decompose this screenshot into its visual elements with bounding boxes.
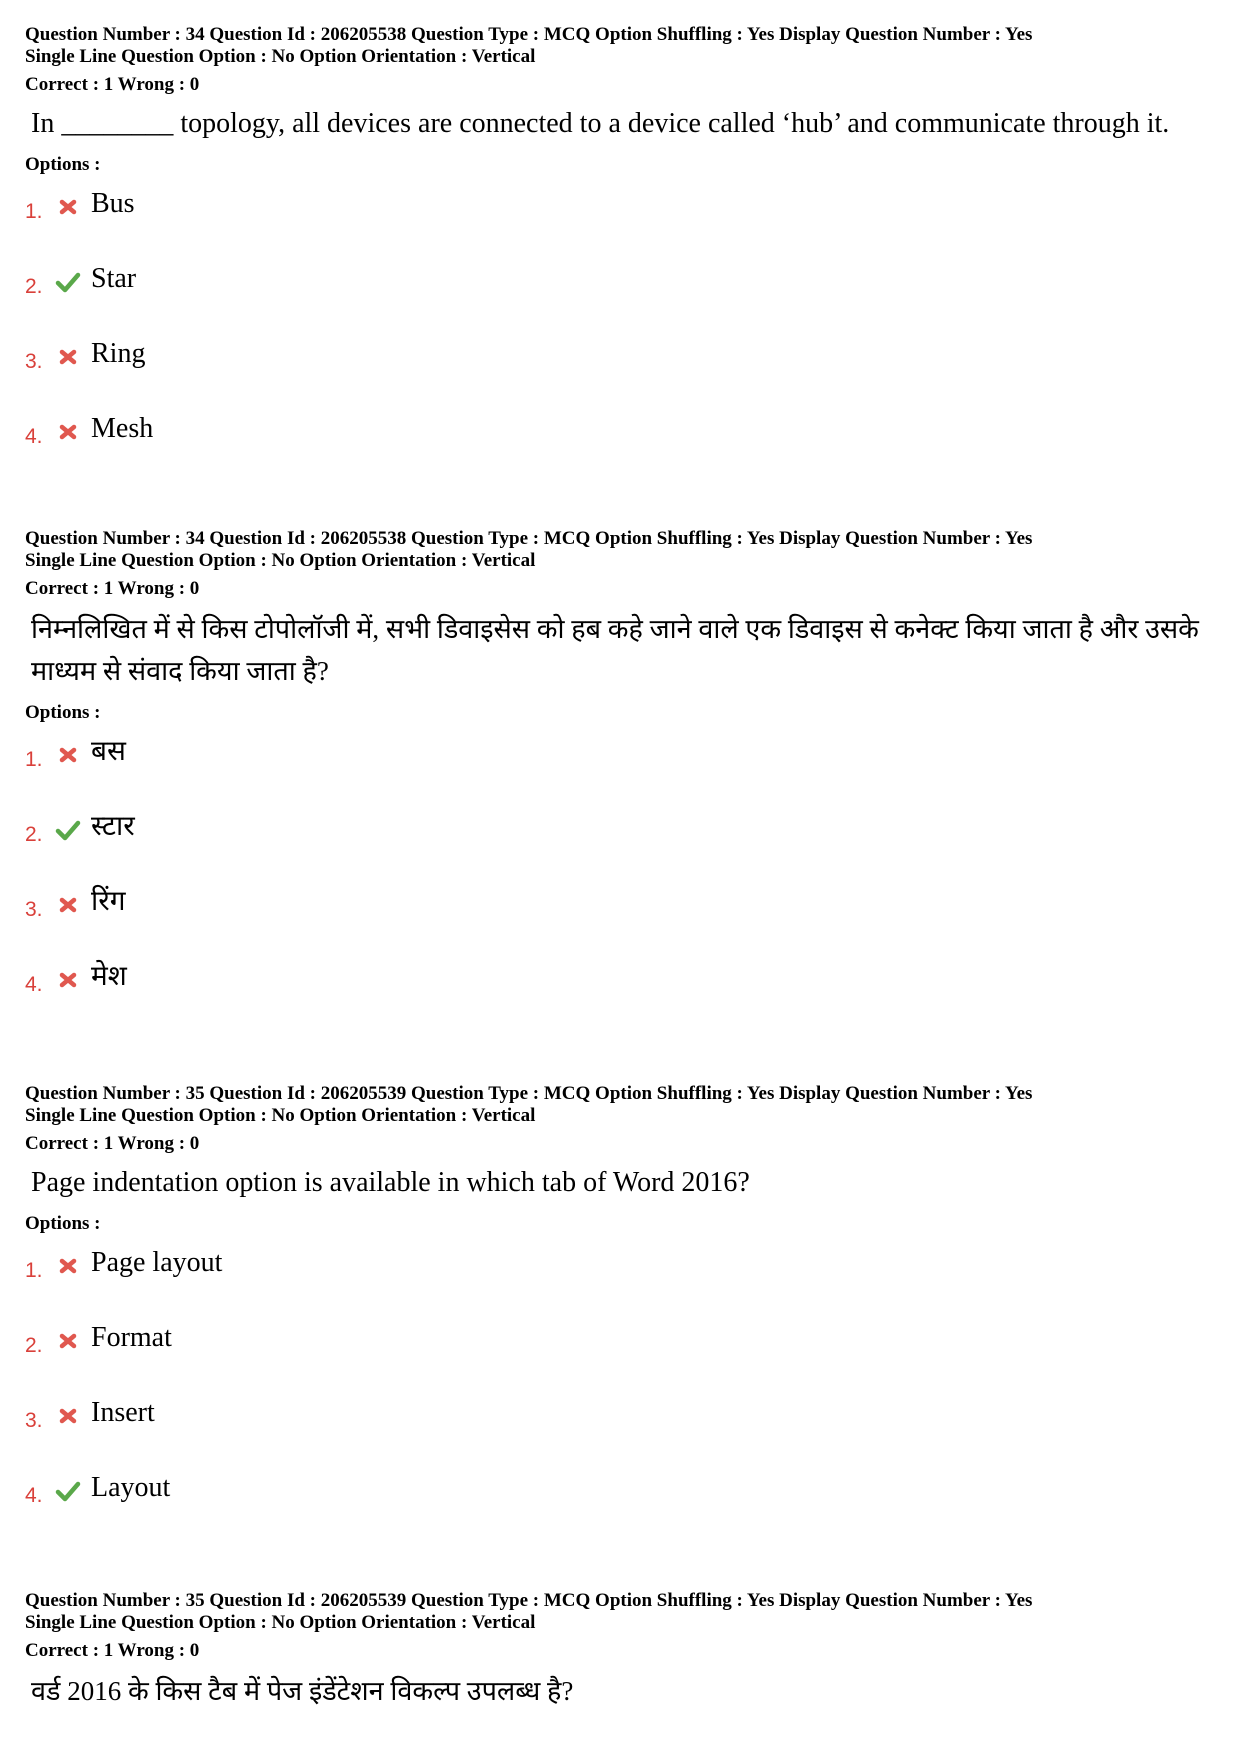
options-list: [25, 734, 1220, 1034]
question-text: Page indentation option is available in which tab of Word 2016?: [31, 1167, 750, 1198]
option-number: 2.: [25, 1334, 43, 1357]
option-text: Format: [91, 1322, 172, 1353]
option-number: 1.: [25, 200, 43, 223]
cross-icon: [55, 742, 81, 768]
option-text: Layout: [91, 1472, 171, 1503]
option-item[interactable]: [25, 884, 1220, 959]
question-block: [25, 528, 1220, 1034]
marking-scheme: Correct : 1 Wrong : 0: [25, 1133, 200, 1154]
question-meta: Question Number : 35 Question Id : 206205539 Question Type : MCQ Option Shuffling : Yes Display Question Number : Yes: [25, 1083, 1033, 1104]
option-number: 4.: [25, 1484, 43, 1507]
option-text: Mesh: [91, 413, 154, 444]
option-text: Bus: [91, 188, 135, 219]
option-text: Star: [91, 263, 137, 294]
question-block: [25, 1590, 1220, 1712]
option-text: Insert: [91, 1397, 155, 1428]
option-text: मेश: [91, 961, 127, 992]
cross-icon: [55, 1328, 81, 1354]
option-number: 3.: [25, 898, 43, 921]
option-item[interactable]: [25, 734, 1220, 809]
question-meta: Question Number : 34 Question Id : 206205538 Question Type : MCQ Option Shuffling : Yes Display Question Number : Yes: [25, 24, 1033, 45]
option-item[interactable]: [25, 959, 1220, 1034]
cross-icon: [55, 419, 81, 445]
option-text: बस: [91, 736, 126, 767]
option-item[interactable]: [25, 336, 1220, 411]
option-text: स्टार: [91, 811, 135, 842]
question-meta: Question Number : 35 Question Id : 206205539 Question Type : MCQ Option Shuffling : Yes Display Question Number : Yes: [25, 1590, 1033, 1611]
cross-icon: [55, 1403, 81, 1429]
marking-scheme: Correct : 1 Wrong : 0: [25, 74, 200, 95]
option-number: 1.: [25, 748, 43, 771]
marking-scheme: Correct : 1 Wrong : 0: [25, 578, 200, 599]
option-text: Ring: [91, 338, 146, 369]
option-number: 4.: [25, 425, 43, 448]
cross-icon: [55, 194, 81, 220]
options-label: Options :: [25, 1213, 101, 1234]
option-text: Page layout: [91, 1247, 223, 1278]
question-text: निम्नलिखित में से किस टोपोलॉजी में, सभी डिवाइसेस को हब कहे जाने वाले एक डिवाइस से कनेक्ट किया जाता है और उसके माध्यम से संवाद किया जाता है?: [31, 614, 1199, 686]
question-meta-line2: Single Line Question Option : No Option Orientation : Vertical: [25, 1612, 536, 1633]
check-icon: [55, 817, 81, 843]
option-number: 4.: [25, 973, 43, 996]
question-block: [25, 24, 1220, 486]
option-item[interactable]: [25, 1470, 1220, 1545]
option-item[interactable]: [25, 186, 1220, 261]
question-meta: Question Number : 34 Question Id : 206205538 Question Type : MCQ Option Shuffling : Yes Display Question Number : Yes: [25, 528, 1033, 549]
option-number: 3.: [25, 350, 43, 373]
marking-scheme: Correct : 1 Wrong : 0: [25, 1640, 200, 1661]
option-number: 3.: [25, 1409, 43, 1432]
option-item[interactable]: [25, 1320, 1220, 1395]
question-text: वर्ड 2016 के किस टैब में पेज इंडेंटेशन विकल्प उपलब्ध है?: [31, 1676, 574, 1706]
options-label: Options :: [25, 702, 101, 723]
cross-icon: [55, 967, 81, 993]
cross-icon: [55, 1253, 81, 1279]
option-item[interactable]: [25, 1245, 1220, 1320]
question-text: In ________ topology, all devices are connected to a device called ‘hub’ and communicate through it.: [31, 108, 1170, 139]
option-item[interactable]: [25, 261, 1220, 336]
cross-icon: [55, 892, 81, 918]
check-icon: [55, 1478, 81, 1504]
question-block: [25, 1083, 1220, 1545]
option-item[interactable]: [25, 411, 1220, 486]
options-label: Options :: [25, 154, 101, 175]
option-number: 2.: [25, 823, 43, 846]
options-list: [25, 1245, 1220, 1545]
option-text: रिंग: [91, 886, 126, 917]
option-number: 1.: [25, 1259, 43, 1282]
option-item[interactable]: [25, 1395, 1220, 1470]
question-meta-line2: Single Line Question Option : No Option Orientation : Vertical: [25, 550, 536, 571]
question-meta-line2: Single Line Question Option : No Option Orientation : Vertical: [25, 46, 536, 67]
check-icon: [55, 269, 81, 295]
question-meta-line2: Single Line Question Option : No Option Orientation : Vertical: [25, 1105, 536, 1126]
options-list: [25, 186, 1220, 486]
cross-icon: [55, 344, 81, 370]
option-item[interactable]: [25, 809, 1220, 884]
option-number: 2.: [25, 275, 43, 298]
